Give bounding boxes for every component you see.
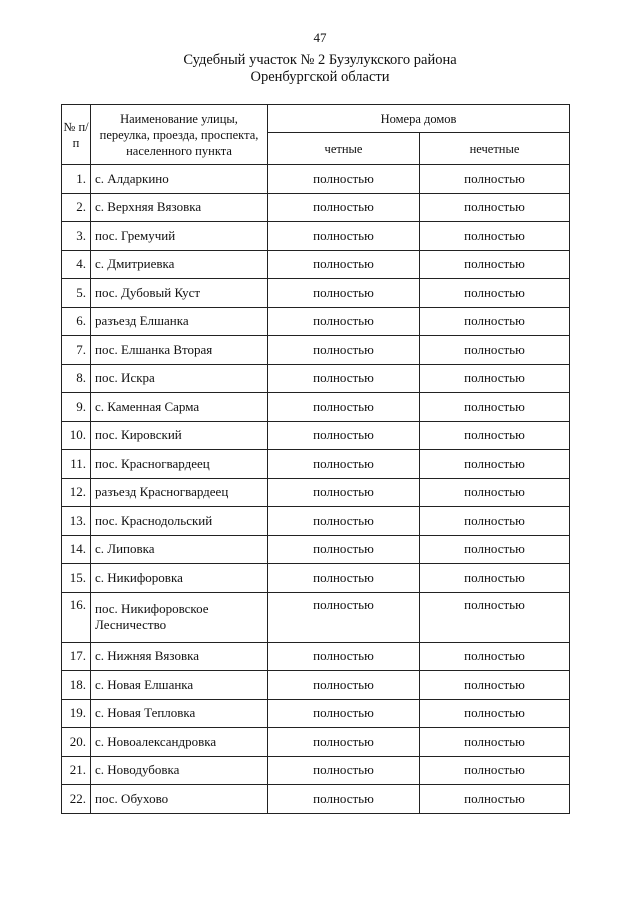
row-odd: полностью [420, 478, 570, 507]
table-row [62, 336, 570, 365]
table-row [62, 450, 570, 479]
row-odd: полностью [420, 728, 570, 757]
row-name: пос. Гремучий [91, 222, 268, 251]
row-number: 10. [62, 421, 91, 450]
row-number: 16. [62, 592, 91, 642]
row-even: полностью [268, 478, 420, 507]
row-number: 13. [62, 507, 91, 536]
row-odd: полностью [420, 592, 570, 642]
row-number: 7. [62, 336, 91, 365]
row-name: разъезд Елшанка [91, 307, 268, 336]
row-name: с. Каменная Сарма [91, 393, 268, 422]
page-number: 47 [313, 30, 327, 45]
table-row [62, 592, 570, 642]
row-number: 21. [62, 756, 91, 785]
row-name: пос. Обухово [91, 785, 268, 814]
table-row [62, 165, 570, 194]
row-odd: полностью [420, 165, 570, 194]
table-row [62, 785, 570, 814]
row-even: полностью [268, 699, 420, 728]
row-even: полностью [268, 671, 420, 700]
row-number: 3. [62, 222, 91, 251]
row-number: 20. [62, 728, 91, 757]
row-name: с. Новодубовка [91, 756, 268, 785]
row-odd: полностью [420, 699, 570, 728]
header-house-numbers: Номера домов [268, 105, 570, 133]
row-odd: полностью [420, 756, 570, 785]
row-number: 2. [62, 193, 91, 222]
row-name: разъезд Красногвардеец [91, 478, 268, 507]
row-odd: полностью [420, 307, 570, 336]
document-title [0, 52, 640, 86]
row-name: пос. Никифоровское Лесничество [91, 592, 268, 642]
row-odd: полностью [420, 364, 570, 393]
row-even: полностью [268, 364, 420, 393]
row-number: 5. [62, 279, 91, 308]
row-name: пос. Елшанка Вторая [91, 336, 268, 365]
row-odd: полностью [420, 250, 570, 279]
row-odd: полностью [420, 507, 570, 536]
title-line-2: Оренбургской области [250, 69, 390, 85]
row-even: полностью [268, 421, 420, 450]
row-odd: полностью [420, 222, 570, 251]
row-even: полностью [268, 535, 420, 564]
row-even: полностью [268, 193, 420, 222]
row-even: полностью [268, 450, 420, 479]
row-even: полностью [268, 756, 420, 785]
row-even: полностью [268, 165, 420, 194]
row-name: с. Нижняя Вязовка [91, 642, 268, 671]
row-odd: полностью [420, 642, 570, 671]
row-name: пос. Дубовый Куст [91, 279, 268, 308]
table-row [62, 478, 570, 507]
addresses-table [61, 104, 570, 814]
table-row [62, 393, 570, 422]
table-row [62, 222, 570, 251]
row-number: 15. [62, 564, 91, 593]
row-odd: полностью [420, 336, 570, 365]
table-row [62, 642, 570, 671]
row-odd: полностью [420, 279, 570, 308]
row-odd: полностью [420, 193, 570, 222]
row-name: с. Никифоровка [91, 564, 268, 593]
row-number: 11. [62, 450, 91, 479]
table-row [62, 756, 570, 785]
table-row [62, 564, 570, 593]
row-odd: полностью [420, 535, 570, 564]
row-number: 14. [62, 535, 91, 564]
row-odd: полностью [420, 785, 570, 814]
row-number: 22. [62, 785, 91, 814]
table-row [62, 250, 570, 279]
table-row [62, 421, 570, 450]
row-name: пос. Кировский [91, 421, 268, 450]
row-odd: полностью [420, 421, 570, 450]
row-name: с. Новая Тепловка [91, 699, 268, 728]
row-name: с. Дмитриевка [91, 250, 268, 279]
row-even: полностью [268, 393, 420, 422]
row-number: 9. [62, 393, 91, 422]
header-odd: нечетные [420, 133, 570, 165]
header-even: четные [268, 133, 420, 165]
row-even: полностью [268, 564, 420, 593]
row-number: 12. [62, 478, 91, 507]
row-odd: полностью [420, 564, 570, 593]
row-number: 6. [62, 307, 91, 336]
row-name: с. Верхняя Вязовка [91, 193, 268, 222]
row-even: полностью [268, 785, 420, 814]
table-row [62, 279, 570, 308]
title-line-1: Судебный участок № 2 Бузулукского района [183, 52, 457, 68]
table-row [62, 699, 570, 728]
table-row [62, 193, 570, 222]
row-number: 19. [62, 699, 91, 728]
row-even: полностью [268, 507, 420, 536]
table-row [62, 671, 570, 700]
row-even: полностью [268, 592, 420, 642]
row-name: с. Липовка [91, 535, 268, 564]
row-even: полностью [268, 222, 420, 251]
row-name: с. Новоалександровка [91, 728, 268, 757]
row-number: 8. [62, 364, 91, 393]
table-row [62, 535, 570, 564]
row-number: 1. [62, 165, 91, 194]
row-number: 18. [62, 671, 91, 700]
row-even: полностью [268, 250, 420, 279]
row-odd: полностью [420, 450, 570, 479]
table-row [62, 307, 570, 336]
row-even: полностью [268, 642, 420, 671]
row-even: полностью [268, 336, 420, 365]
row-odd: полностью [420, 671, 570, 700]
row-name: пос. Краснодольский [91, 507, 268, 536]
row-number: 4. [62, 250, 91, 279]
row-even: полностью [268, 307, 420, 336]
row-name: пос. Искра [91, 364, 268, 393]
row-even: полностью [268, 728, 420, 757]
header-street-name: Наименование улицы, переулка, проезда, проспекта, населенного пункта [91, 105, 268, 165]
header-number: № п/п [62, 105, 91, 165]
table-row [62, 364, 570, 393]
row-name: пос. Красногвардеец [91, 450, 268, 479]
row-number: 17. [62, 642, 91, 671]
row-odd: полностью [420, 393, 570, 422]
row-name: с. Алдаркино [91, 165, 268, 194]
row-name: с. Новая Елшанка [91, 671, 268, 700]
row-even: полностью [268, 279, 420, 308]
table-row [62, 728, 570, 757]
table-row [62, 507, 570, 536]
